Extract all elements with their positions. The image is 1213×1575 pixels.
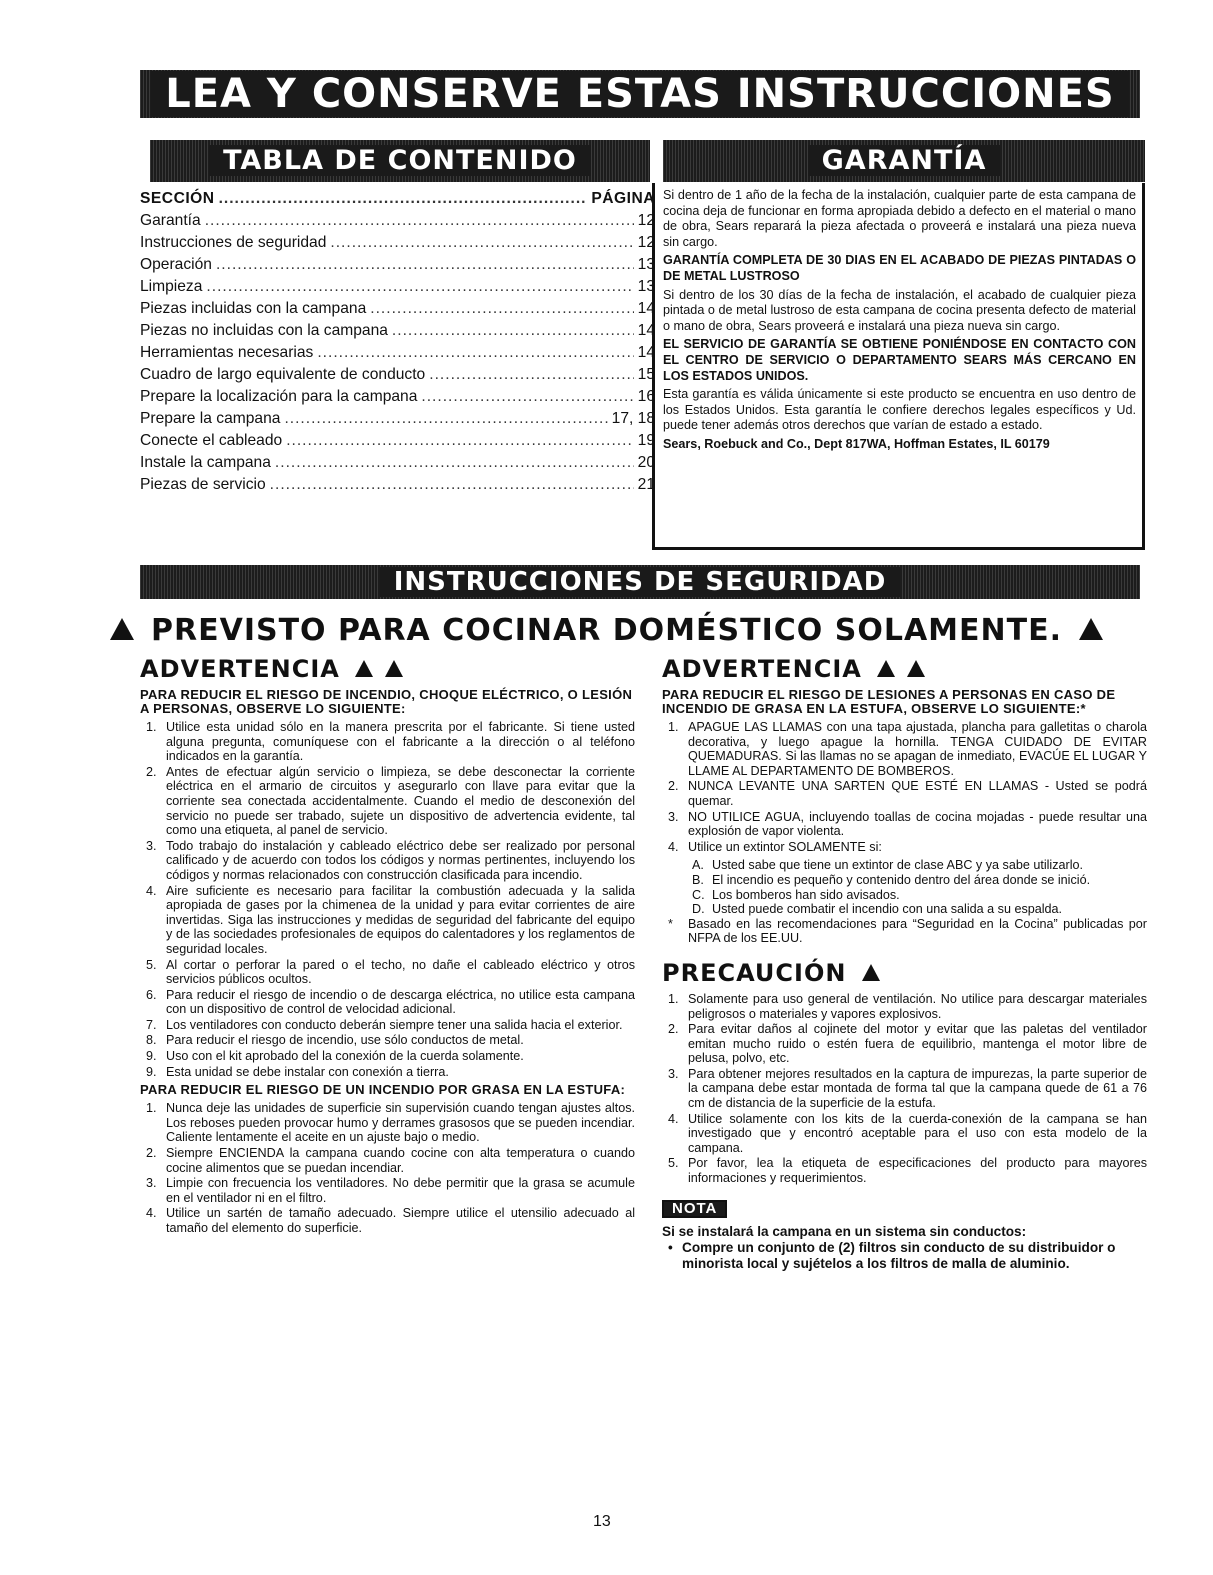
toc-header-section: SECCIÓN xyxy=(140,190,215,207)
toc-dots xyxy=(205,210,634,232)
item-number: 2. xyxy=(146,1146,157,1161)
item-number: 9. xyxy=(146,1049,157,1064)
item-text: Utilice solamente con los kits de la cuerda-conexión de la campana se han investigado que y encontró aceptable para el uso con esta modelo de la campana. xyxy=(688,1111,1147,1155)
toc-dots xyxy=(421,386,633,408)
list-item xyxy=(662,810,1147,839)
instruction-list xyxy=(140,720,635,1079)
item-text: Aire suficiente es necesario para facilitar la combustión adecuada y la salida apropiada de gases por la chimenea de la unidad y para evitar corrientes de aire invertidas. Siga las instrucciones y medidas de seguridad del fabricante del equipo y de las sociedades profesionales de equipos do calentadores y los reglamentos de seguridad locales. xyxy=(166,883,635,956)
warranty-paragraph: Esta garantía es válida únicamente si este producto se encuentra en uso dentro de los Estados Unidos. Esta garantía le confiere derechos legales específicos y Ud. puede tener además otros derechos que varían de estado a estado. xyxy=(663,387,1136,433)
toc-item-label: Instale la campana xyxy=(140,454,271,471)
toc-item-label: Instrucciones de seguridad xyxy=(140,234,327,251)
item-number: 3. xyxy=(146,1176,157,1191)
item-number: 1. xyxy=(146,1101,157,1116)
list-item xyxy=(140,988,635,1017)
list-item xyxy=(140,1176,635,1205)
note-line: Si se instalará la campana en un sistema sin conductos: xyxy=(662,1224,1027,1240)
toc-item-label: Prepare la campana xyxy=(140,410,281,427)
caution-heading xyxy=(662,960,1147,986)
bullet-icon: • xyxy=(668,1240,673,1256)
item-number: 4. xyxy=(668,839,679,854)
note-bullet-text: Compre un conjunto de (2) filtros sin conducto de su distribuidor o minorista local y sujételos a los filtros de malla de aluminio. xyxy=(682,1240,1116,1272)
toc-item xyxy=(140,254,655,276)
toc-item-label: Piezas de servicio xyxy=(140,476,266,493)
toc-item xyxy=(140,276,655,298)
item-text: Por favor, lea la etiqueta de especificaciones del producto para mayores informaciones y requerimientos. xyxy=(688,1156,1147,1186)
toc-item-page: 19 xyxy=(637,432,655,449)
right-column xyxy=(662,656,1147,1272)
list-item xyxy=(662,779,1147,808)
list-item xyxy=(662,840,1147,855)
item-number: 5. xyxy=(668,1156,679,1171)
toc-dots xyxy=(219,188,588,210)
toc-dots xyxy=(286,430,633,452)
subheading: PARA REDUCIR EL RIESGO DE LESIONES A PERSONAS EN CASO DE INCENDIO DE GRASA EN LA ESTUFA, OBSERVE LO SIGUIENTE:* xyxy=(662,687,1116,716)
item-number: B. xyxy=(692,872,704,887)
item-text: Todo trabajo do instalación y cableado eléctrico debe ser realizado por personal calificado y de acuerdo con todos los códigos y normas pertinentes, incluyendo los códigos y normas relacionados con construcción clasificada para incendio. xyxy=(166,838,635,882)
toc-item-label: Prepare la localización para la campana xyxy=(140,388,418,405)
list-item xyxy=(140,1033,635,1048)
subheading: PARA REDUCIR EL RIESGO DE INCENDIO, CHOQUE ELÉCTRICO, O LESIÓN A PERSONAS, OBSERVE LO SIGUIENTE: xyxy=(140,687,633,716)
warning-heading xyxy=(140,656,635,682)
toc-item xyxy=(140,210,655,232)
toc-item-label: Piezas no incluidas con la campana xyxy=(140,322,388,339)
item-number: 3. xyxy=(668,1066,679,1081)
item-number: 1. xyxy=(146,720,157,734)
item-text: Para reducir el riesgo de incendio, use sólo conductos de metal. xyxy=(166,1033,524,1048)
toc-item-page: 13 xyxy=(637,278,655,295)
item-number: 7. xyxy=(146,1017,157,1032)
toc-item-page: 14 xyxy=(637,322,655,339)
warning-triangle-icon xyxy=(385,660,403,677)
toc-item xyxy=(140,452,655,474)
toc-item-page: 21 xyxy=(637,476,655,493)
item-text: Utilice un sartén de tamaño adecuado. Siempre utilice el utensilio adecuado al tamaño del elemento do superficie. xyxy=(166,1206,635,1235)
list-item xyxy=(140,884,635,957)
item-number: A. xyxy=(692,858,704,873)
list-item xyxy=(688,888,1147,903)
item-number: 3. xyxy=(146,838,157,853)
toc-item xyxy=(140,232,655,254)
toc-header-page: PÁGINA xyxy=(591,190,655,207)
item-text: Al cortar o perforar la pared o el techo, no dañe el cableado eléctrico y otros servicios públicos ocultos. xyxy=(166,957,635,987)
list-item xyxy=(662,720,1147,778)
warranty-paragraph: Si dentro de los 30 días de la fecha de instalación, el acabado de cualquier pieza pintada o de metal lustroso de esta campana de cocina presenta defecto de material o mano de obra, Sears proveerá e instalará una pieza nueva sin cargo. xyxy=(663,287,1136,333)
list-item xyxy=(688,873,1147,888)
toc-item xyxy=(140,408,655,430)
list-item xyxy=(140,1049,635,1064)
list-item xyxy=(688,858,1147,873)
item-number: 3. xyxy=(668,809,679,824)
caution-heading-text: PRECAUCIÓN xyxy=(662,958,847,987)
toc-item-label: Operación xyxy=(140,256,212,273)
item-text: Usted puede combatir el incendio con una salida a su espalda. xyxy=(712,902,1063,917)
footnote xyxy=(662,917,1147,946)
item-number: 4. xyxy=(668,1111,679,1126)
toc-item xyxy=(140,430,655,452)
warning-heading-text: ADVERTENCIA xyxy=(140,655,340,683)
toc-item xyxy=(140,474,655,496)
item-number: 4. xyxy=(146,883,157,898)
warranty-heading: GARANTÍA COMPLETA DE 30 DIAS EN EL ACABADO DE PIEZAS PINTADAS O DE METAL LUSTROSO xyxy=(663,253,1136,283)
safety-banner xyxy=(140,565,1140,599)
toc-item-page: 16 xyxy=(637,388,655,405)
main-banner-text: LEA Y CONSERVE ESTAS INSTRUCCIONES xyxy=(151,71,1129,117)
list-item xyxy=(140,1065,635,1080)
toc-banner xyxy=(150,140,650,182)
list-item xyxy=(140,958,635,987)
list-item xyxy=(662,1112,1147,1156)
toc-item-label: Piezas incluidas con la campana xyxy=(140,300,367,317)
item-number: 8. xyxy=(146,1033,157,1048)
warranty-banner-text: GARANTÍA xyxy=(808,145,1001,176)
item-text: Para reducir el riesgo de incendio o de descarga eléctrica, no utilice esta campana con un dispositivo de control de velocidad adicional. xyxy=(166,987,635,1017)
toc-item-label: Conecte el cableado xyxy=(140,432,283,449)
toc-item-label: Limpieza xyxy=(140,278,203,295)
warranty-paragraph: Si dentro de 1 año de la fecha de la instalación, cualquier parte de esta campana de cocina deja de funcionar en forma apropiada debido a defecto en el material o mano de obra, Sears reparará la pieza afectada o proveerá e instalará una pieza nueva sin cargo. xyxy=(663,188,1136,249)
warning-heading-text: ADVERTENCIA xyxy=(662,655,862,683)
warning-triangle-icon xyxy=(907,660,925,677)
instruction-list xyxy=(140,1101,635,1235)
item-number: 5. xyxy=(146,957,157,972)
list-item xyxy=(688,902,1147,917)
list-item xyxy=(662,992,1147,1021)
sub-list xyxy=(662,858,1147,916)
subheading: PARA REDUCIR EL RIESGO DE UN INCENDIO POR GRASA EN LA ESTUFA: xyxy=(140,1082,626,1098)
item-text: Solamente para uso general de ventilación. No utilice para descargar materiales peligrosos o materiales y vapores explosivos. xyxy=(688,991,1147,1021)
toc-item-page: 12 xyxy=(637,234,655,251)
instruction-list xyxy=(662,720,1147,854)
warranty-address: Sears, Roebuck and Co., Dept 817WA, Hoffman Estates, IL 60179 xyxy=(663,436,1050,451)
footnote-text: Basado en las recomendaciones para “Seguridad en la Cocina” publicadas por NFPA de los EE.UU. xyxy=(688,916,1147,946)
list-item xyxy=(662,1067,1147,1111)
toc-dots xyxy=(270,474,634,496)
warning-triangle-icon xyxy=(862,964,880,981)
list-item xyxy=(140,1101,635,1145)
item-text: Limpie con frecuencia los ventiladores. No debe permitir que la grasa se acumule en el ventilador ni en el filtro. xyxy=(166,1176,635,1205)
table-of-contents xyxy=(140,188,655,496)
item-text: Nunca deje las unidades de superficie sin supervisión cuando tengan ajustes altos. Los reboses pueden provocar humo y derrames grasosos que se pueden incendiar. Caliente lentamente el aceite en un ajuste bajo o medio. xyxy=(166,1101,635,1145)
item-number: 4. xyxy=(146,1206,157,1221)
list-item xyxy=(140,1206,635,1235)
toc-dots xyxy=(206,276,633,298)
toc-dots xyxy=(392,320,634,342)
warning-triangle-icon xyxy=(1079,618,1103,640)
toc-list xyxy=(140,210,655,496)
toc-dots xyxy=(370,298,633,320)
list-item xyxy=(662,1022,1147,1066)
toc-item-page: 20 xyxy=(637,454,655,471)
page-title xyxy=(0,613,1213,648)
item-text: Utilice un extintor SOLAMENTE si: xyxy=(688,839,882,854)
list-item xyxy=(140,839,635,883)
list-item xyxy=(140,1146,635,1175)
toc-item-label: Cuadro de largo equivalente de conducto xyxy=(140,366,426,383)
toc-item-label: Garantía xyxy=(140,212,201,229)
list-item xyxy=(662,1156,1147,1185)
caution-list xyxy=(662,992,1147,1186)
toc-item-page: 14 xyxy=(637,344,655,361)
item-number: 2. xyxy=(668,779,679,794)
item-number: D. xyxy=(692,902,705,917)
item-number: 1. xyxy=(668,720,679,734)
warning-triangle-icon xyxy=(355,660,373,677)
note-label: NOTA xyxy=(662,1200,727,1219)
toc-item-page: 12 xyxy=(637,212,655,229)
item-text: El incendio es pequeño y contenido dentro del área donde se inició. xyxy=(712,872,1091,887)
item-text: NO UTILICE AGUA, incluyendo toallas de cocina mojadas - puede resultar una explosión de vapor violenta. xyxy=(688,809,1147,839)
toc-item-label: Herramientas necesarias xyxy=(140,344,314,361)
item-text: Antes de efectuar algún servicio o limpieza, se debe desconectar la corriente eléctrica en el armario de circuitos y asegurarlo con llave para evitar que la corriente sea conectada accidentalmente. Cuando el medio de desconexión del servicio no puede ser trabado, sujete un dispositivo de advertencia evidente, tal como una etiqueta, al panel de servicio. xyxy=(166,764,635,838)
list-item xyxy=(140,1018,635,1033)
list-item xyxy=(140,765,635,838)
toc-dots xyxy=(284,408,607,430)
footnote-mark: * xyxy=(668,916,673,931)
item-text: Para evitar daños al cojinete del motor y evitar que las paletas del ventilador emitan mucho ruido o estén fuera de equilibrio, mantenga el motor libre de pelusa, polvo, etc. xyxy=(688,1022,1147,1066)
item-text: Esta unidad se debe instalar con conexión a tierra. xyxy=(166,1064,449,1079)
toc-item xyxy=(140,386,655,408)
toc-dots xyxy=(275,452,634,474)
item-text: Uso con el kit aprobado del la conexión de la cuerda solamente. xyxy=(166,1049,524,1064)
warranty-box xyxy=(652,183,1145,550)
toc-dots xyxy=(429,364,633,386)
toc-item xyxy=(140,298,655,320)
footnote-item xyxy=(662,917,1147,946)
item-text: Los bomberos han sido avisados. xyxy=(712,887,900,902)
warranty-heading: EL SERVICIO DE GARANTÍA SE OBTIENE PONIÉNDOSE EN CONTACTO CON EL CENTRO DE SERVICIO O DEPARTAMENTO SEARS MÁS CERCANO EN LOS ESTADOS UNIDOS. xyxy=(663,337,1136,383)
item-text: NUNCA LEVANTE UNA SARTEN QUE ESTÉ EN LLAMAS - Usted se podrá quemar. xyxy=(688,779,1147,808)
toc-dots xyxy=(330,232,633,254)
item-text: APAGUE LAS LLAMAS con una tapa ajustada, plancha para galletitas o charola decorativa, y luego apague la hornilla. TENGA CUIDADO DE EVITAR QUEMADURAS. Si las llamas no se apagan de inmediato, EVACÚE EL LUGAR Y LLAME AL DEPARTAMENTO DE BOMBEROS. xyxy=(688,720,1147,778)
toc-item xyxy=(140,342,655,364)
toc-banner-text: TABLA DE CONTENIDO xyxy=(209,145,591,176)
item-text: Usted sabe que tiene un extintor de clase ABC y ya sabe utilizarlo. xyxy=(712,858,1084,873)
toc-item xyxy=(140,320,655,342)
item-number: 1. xyxy=(668,991,679,1006)
toc-dots xyxy=(216,254,634,276)
item-number: C. xyxy=(692,887,705,902)
warranty-banner xyxy=(663,140,1145,182)
item-text: Utilice esta unidad sólo en la manera prescrita por el fabricante. Si tiene usted alguna pregunta, comuníquese con el fabricante a la dirección o al teléfono indicados en la garantía. xyxy=(166,720,635,764)
safety-banner-text: INSTRUCCIONES DE SEGURIDAD xyxy=(380,567,901,597)
item-number: 2. xyxy=(146,764,157,779)
toc-item xyxy=(140,364,655,386)
warning-triangle-icon xyxy=(110,618,134,640)
left-column xyxy=(140,656,635,1240)
page-title-text: PREVISTO PARA COCINAR DOMÉSTICO SOLAMENTE. xyxy=(151,613,1062,648)
item-text: Para obtener mejores resultados en la captura de impurezas, la parte superior de la campana debe estar montada de forma tal que la campana quede de 61 a 76 cm de distancia de la superficie de la estufa. xyxy=(688,1066,1147,1111)
toc-item-page: 14 xyxy=(637,300,655,317)
toc-item-page: 13 xyxy=(637,256,655,273)
warning-heading xyxy=(662,656,1147,682)
note-bullet xyxy=(662,1240,1147,1272)
main-banner xyxy=(140,70,1140,118)
item-number: 6. xyxy=(146,987,157,1002)
toc-header xyxy=(140,188,655,210)
toc-item-page: 15 xyxy=(637,366,655,383)
page-number: 13 xyxy=(593,1513,611,1530)
toc-dots xyxy=(317,342,633,364)
item-text: Los ventiladores con conducto deberán siempre tener una salida hacia el exterior. xyxy=(166,1017,623,1032)
list-item xyxy=(140,720,635,764)
item-number: 2. xyxy=(668,1022,679,1037)
warning-triangle-icon xyxy=(877,660,895,677)
item-text: Siempre ENCIENDA la campana cuando cocine con alta temperatura o cuando cocine alimentos que se puedan incendiar. xyxy=(166,1146,635,1175)
item-number: 9. xyxy=(146,1064,157,1079)
toc-item-page: 17, 18 xyxy=(611,410,655,427)
